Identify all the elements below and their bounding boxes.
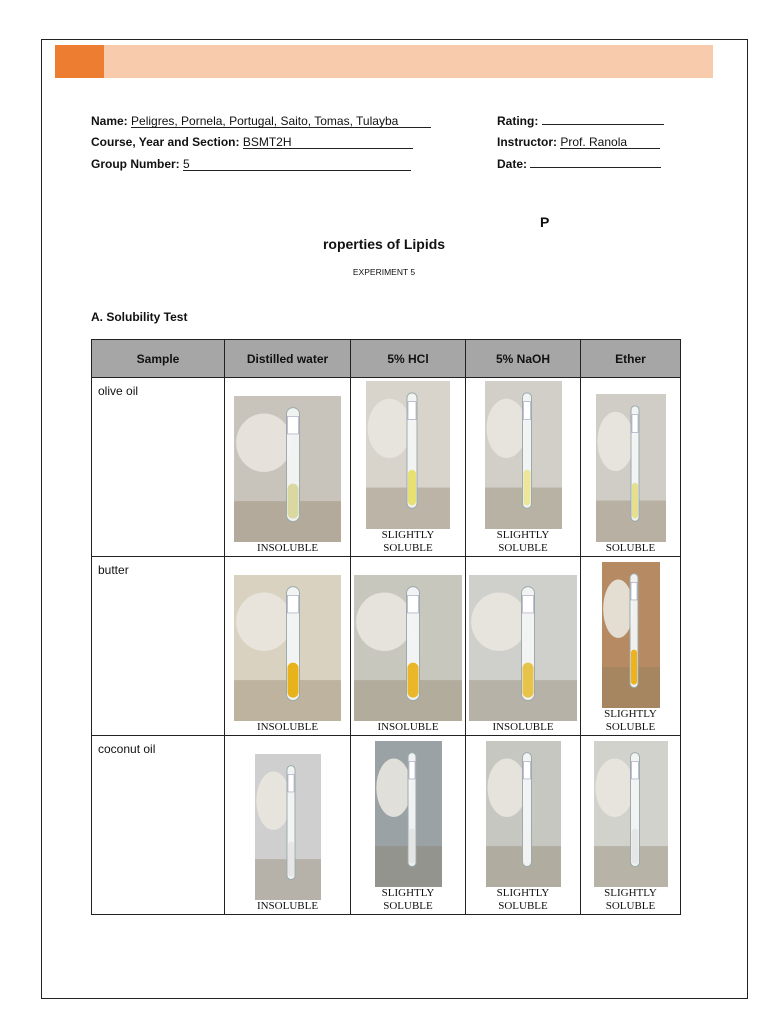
sample-name-cell: butter [92,557,225,736]
sample-name-cell: coconut oil [92,736,225,915]
solubility-result: SLIGHTLY SOLUBLE [496,887,550,912]
experiment-subtitle: EXPERIMENT 5 [352,267,416,277]
page-title: roperties of Lipids [322,236,446,252]
rating-line [497,114,664,128]
header-accent [55,45,104,78]
column-header-ether: Ether [581,340,681,378]
test-tube-white-photo [486,741,561,887]
date-line [497,157,661,171]
title-stray-letter: P [540,214,550,230]
solubility-result: INSOLUBLE [256,721,319,733]
test-tube-yellow-photo [354,575,462,721]
test-tube-rack-photo [602,562,660,708]
observation-cell [225,378,351,557]
rating-value [542,124,664,125]
observation-cell [466,557,581,736]
observation-cell [581,378,681,557]
header-band [55,45,713,78]
test-tube-photo [375,741,442,887]
name-label: Name: [91,114,128,128]
date-label: Date: [497,157,528,171]
name-value: Peligres, Pornela, Portugal, Saito, Tomas, Tulayba [131,115,431,128]
course-value: BSMT2H [243,136,413,149]
table-header-row [92,340,681,378]
test-tube-photo [596,394,666,542]
solubility-result: INSOLUBLE [492,721,554,733]
course-label: Course, Year and Section: [91,135,240,149]
test-tube-yellow-photo [469,575,577,721]
column-header-hcl: 5% HCl [351,340,466,378]
test-tube-yellow-photo [234,575,341,721]
observation-cell [351,736,466,915]
observation-cell [581,736,681,915]
sample-name-cell: olive oil [92,378,225,557]
observation-cell [466,736,581,915]
observation-cell [225,557,351,736]
column-header-sample: Sample [92,340,225,378]
table-row [92,736,681,915]
table-row [92,378,681,557]
observation-cell [466,378,581,557]
solubility-result: SOLUBLE [605,542,656,554]
solubility-result: INSOLUBLE [256,900,319,912]
solubility-result: INSOLUBLE [377,721,439,733]
solubility-result: SLIGHTLY SOLUBLE [381,887,435,912]
test-tube-photo [485,381,562,529]
test-tube-photo [594,741,668,887]
instructor-value: Prof. Ranola [560,136,660,149]
solubility-result: INSOLUBLE [256,542,319,554]
test-tube-photo [366,381,450,529]
column-header-naoh: 5% NaOH [466,340,581,378]
instructor-line [497,135,660,149]
observation-cell [351,557,466,736]
solubility-result: SLIGHTLY SOLUBLE [604,887,657,912]
group-line [91,157,411,171]
group-label: Group Number: [91,157,180,171]
group-value: 5 [183,158,411,171]
solubility-table [91,339,681,915]
observation-cell [581,557,681,736]
observation-cell [225,736,351,915]
gloved-hand-test-tube-photo [234,396,341,542]
name-line [91,114,431,128]
observation-cell [351,378,466,557]
date-value [530,167,661,168]
test-tube-photo [255,754,321,900]
column-header-distilled-water: Distilled water [225,340,351,378]
table-row [92,557,681,736]
rating-label: Rating: [497,114,539,128]
solubility-result: SLIGHTLY SOLUBLE [496,529,550,554]
solubility-result: SLIGHTLY SOLUBLE [381,529,435,554]
course-line [91,135,413,149]
instructor-label: Instructor: [497,135,557,149]
solubility-result: SLIGHTLY SOLUBLE [604,708,657,733]
section-heading: A. Solubility Test [91,310,188,324]
